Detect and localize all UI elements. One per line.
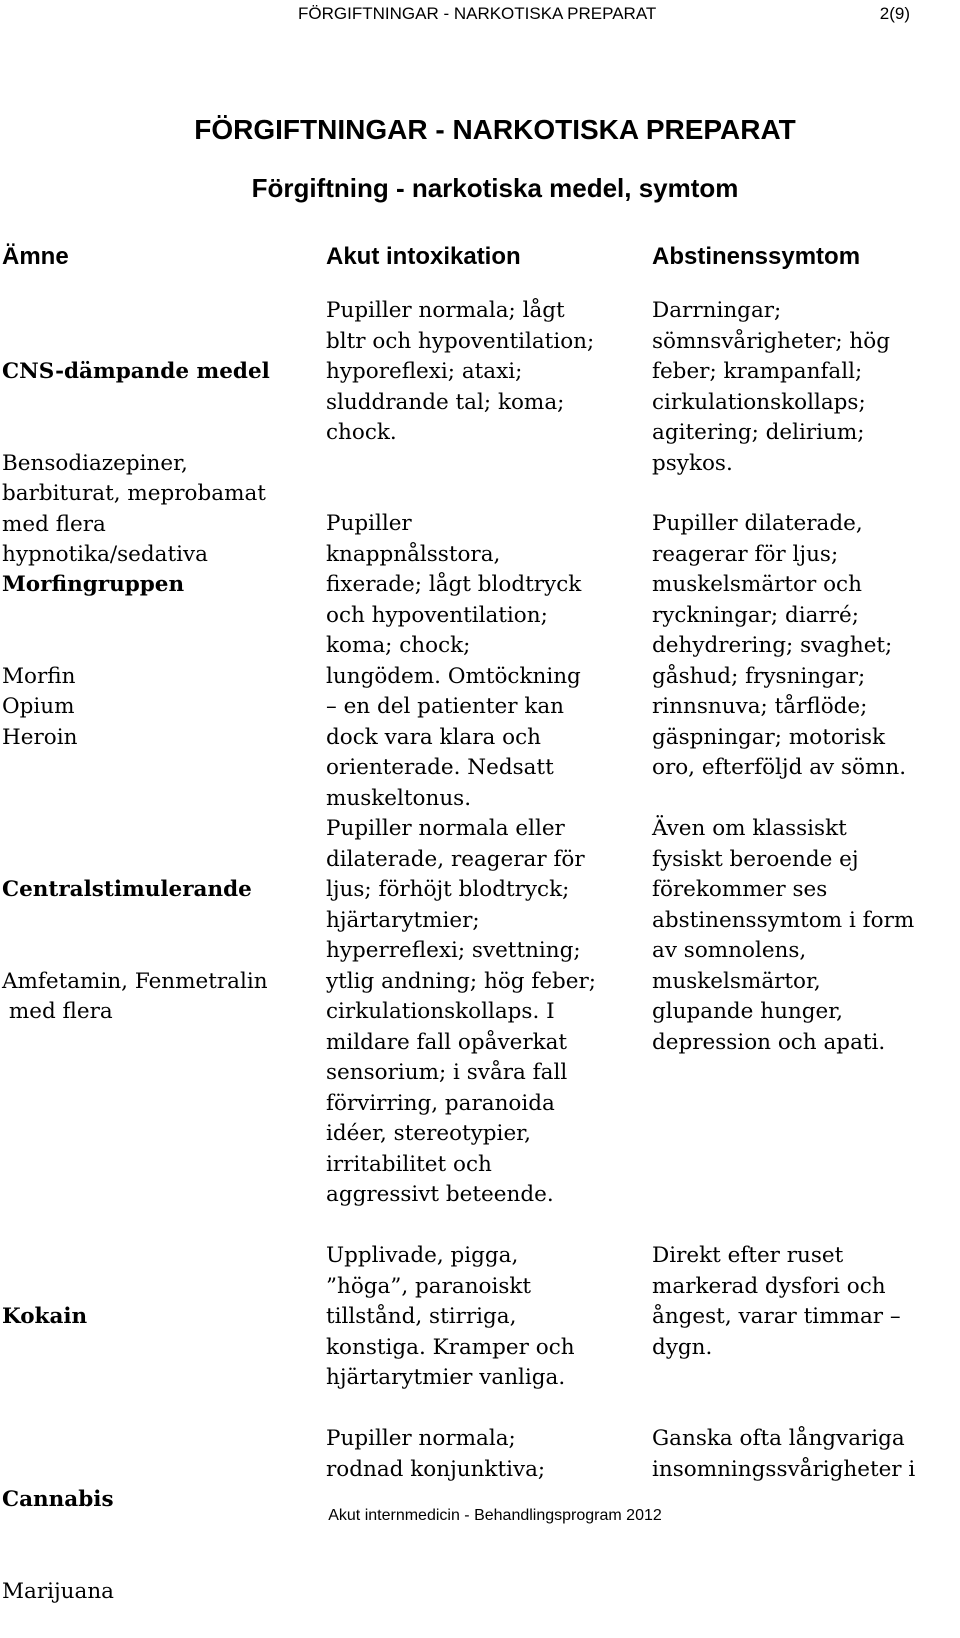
table-row-withdrawal: Pupiller dilaterade, reagerar för ljus; muskelsmärtor och ryckningar; diarré; dehydrering; svaghet; gåshud; frysningar; rinnsnuva; tårflöde; gäspningar; motorisk oro, efterföljd av sömn.	[652, 511, 907, 780]
column-header-withdrawal: Abstinenssymtom	[652, 243, 861, 270]
subject-text: Morfin Opium Heroin	[2, 663, 78, 750]
table-row-acute: Pupiller normala; rodnad konjunktiva;	[326, 1426, 546, 1482]
column-header-subject: Ämne	[2, 243, 69, 270]
table-row-withdrawal: Direkt efter ruset markerad dysfori och ångest, varar timmar – dygn.	[652, 1243, 901, 1360]
subject-title: Cannabis	[2, 1487, 114, 1512]
table-row-acute: Pupiller knappnålsstora, fixerade; lågt blodtryck och hypoventilation; koma; chock; lungödem. Omtöckning – en del patienter kan dock vara klara och orienterade. Nedsatt muskeltonus.	[326, 511, 582, 811]
subject-text: Marijuana	[2, 1578, 114, 1604]
table-row-acute: Upplivade, pigga, ”höga”, paranoiskt tillstånd, stirriga, konstiga. Kramper och hjärtarytmier vanliga.	[326, 1243, 575, 1390]
page-number: 2(9)	[879, 4, 910, 23]
header-title: FÖRGIFTNINGAR - NARKOTISKA PREPARAT	[298, 4, 657, 23]
table-row-acute: Pupiller normala eller dilaterade, reagerar för ljus; förhöjt blodtryck; hjärtarytmier; hyperreflexi; svettning; ytlig andning; hög feber; cirkulationskollaps. I mildare fall opåverkat sensorium; i svåra fall förvirring, paranoida idéer, stereotypier, irritabilitet och aggressivt beteende.	[326, 816, 597, 1207]
subject-title: CNS-dämpande medel	[2, 359, 270, 384]
table-row-withdrawal: Darrningar; sömnsvårigheter; hög feber; krampanfall; cirkulationskollaps; agitering; delirium; psykos.	[652, 298, 890, 476]
subject-title: Centralstimulerande	[2, 877, 252, 902]
table-row-acute: Pupiller normala; lågt bltr och hypoventilation; hyporeflexi; ataxi; sluddrande tal; koma; chock.	[326, 298, 595, 445]
table-row-subject	[2, 1424, 322, 1638]
table-row-subject	[2, 1241, 322, 1363]
page-header	[0, 4, 960, 26]
subject-text: Amfetamin, Fenmetralin med flera	[2, 968, 268, 1024]
page-footer: Akut internmedicin - Behandlingsprogram 2012	[328, 1507, 662, 1524]
column-header-acute: Akut intoxikation	[326, 243, 521, 270]
subject-text: Bensodiazepiner, barbiturat, meprobamat med flera hypnotika/sedativa	[2, 450, 266, 567]
subject-title: Kokain	[2, 1304, 88, 1329]
document-subtitle: Förgiftning - narkotiska medel, symtom	[251, 173, 739, 203]
table-row-withdrawal: Ganska ofta långvariga insomningssvårigheter i	[652, 1426, 916, 1482]
document-title: FÖRGIFTNINGAR - NARKOTISKA PREPARAT	[194, 114, 796, 145]
table-row-subject	[2, 509, 322, 784]
table-row-subject	[2, 814, 322, 1058]
subject-title: Morfingruppen	[2, 572, 185, 597]
table-row-withdrawal: Även om klassiskt fysiskt beroende ej förekommer ses abstinenssymtom i form av somnolens, muskelsmärtor, glupande hunger, depression och apati.	[652, 816, 915, 1055]
